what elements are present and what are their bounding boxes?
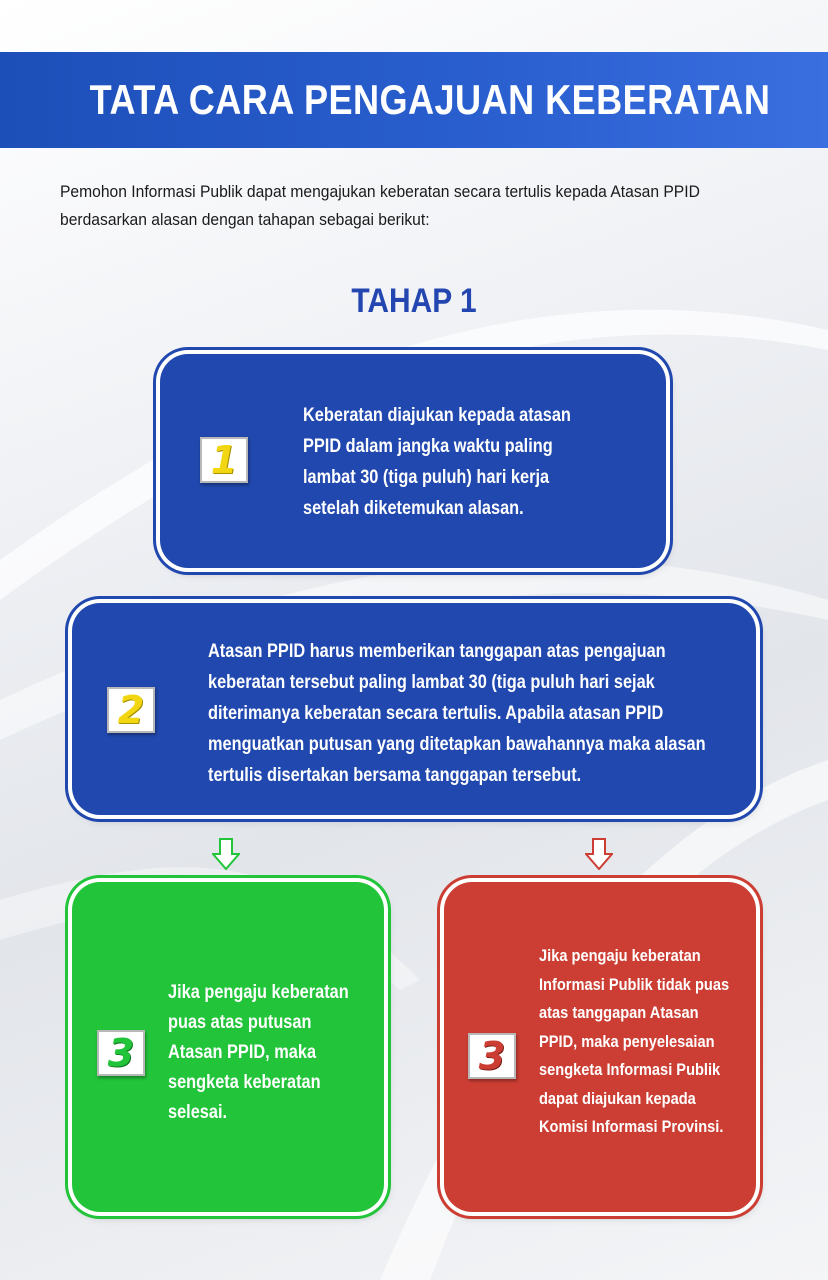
step-1-text: Keberatan diajukan kepada atasan PPID dalam jangka waktu paling lambat 30 (tiga puluh) hari kerja setelah diketemukan alasan. [303, 405, 571, 519]
step-1-number-badge: 1 [200, 437, 248, 483]
step-3-satisfied-number-badge: 3 [97, 1030, 145, 1076]
arrow-down-red-icon [585, 838, 613, 870]
step-3-unsatisfied-text: Jika pengaju keberatan Informasi Publik tidak puas atas tanggapan Atasan PPID, maka penyelesaian sengketa Informasi Publik dapat diajukan kepada Komisi Informasi Provinsi. [539, 946, 730, 1136]
arrow-down-green-icon [212, 838, 240, 870]
step-2-text: Atasan PPID harus memberikan tanggapan atas pengajuan keberatan tersebut paling lambat 30 (tiga puluh hari sejak diterimanya keberatan secara tertulis. Apabila atasan PPID menguatkan putusan yang ditetapkan bawahannya maka alasan tertulis disertakan bersama tanggapan tersebut. [208, 641, 706, 786]
step-3-satisfied-text: Jika pengaju keberatan puas atas putusan Atasan PPID, maka sengketa keberatan selesai. [168, 982, 349, 1123]
step-3-unsatisfied-number-badge: 3 [468, 1033, 516, 1079]
stage-title: TAHAP 1 [351, 282, 477, 320]
intro-text: Pemohon Informasi Publik dapat mengajukan keberatan secara tertulis kepada Atasan PPID berdasarkan alasan dengan tahapan sebagai berikut: [60, 182, 700, 229]
step-2-number-badge: 2 [107, 687, 155, 733]
page-title: TATA CARA PENGAJUAN KEBERATAN [89, 76, 771, 123]
